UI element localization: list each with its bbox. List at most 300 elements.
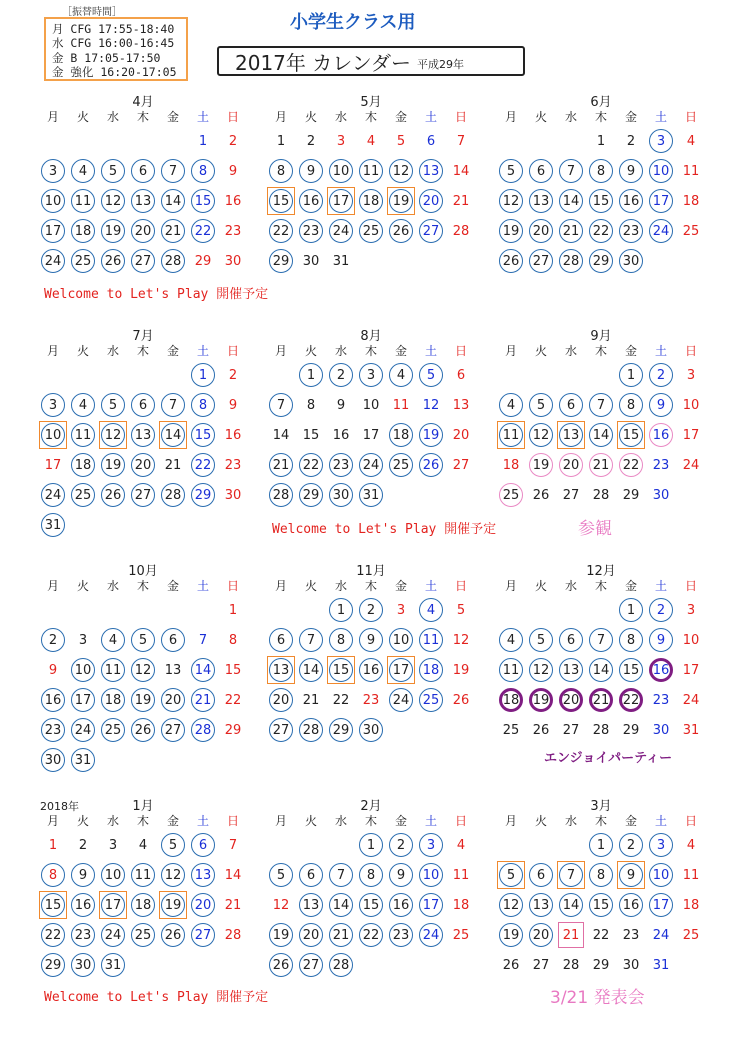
day-cell (296, 390, 326, 420)
day-cell (526, 920, 556, 950)
day-number: 1 (228, 602, 238, 618)
day-number: 4 (396, 367, 406, 383)
day-cell (586, 625, 616, 655)
day-number: 25 (104, 722, 122, 738)
day-cell (496, 920, 526, 950)
calendar-week (38, 480, 248, 510)
day-number: 10 (362, 397, 380, 413)
weekday-label: 水 (106, 110, 119, 124)
day-number: 12 (452, 632, 470, 648)
day-cell (676, 920, 706, 950)
day-number: 15 (302, 427, 320, 443)
day-cell (496, 186, 526, 216)
day-cell (496, 625, 526, 655)
day-number: 27 (532, 253, 550, 269)
day-cell (158, 390, 188, 420)
day-number: 10 (44, 427, 62, 443)
empty-day-cell (526, 360, 556, 390)
day-number: 5 (138, 632, 148, 648)
weekday-label: 土 (424, 110, 437, 124)
day-cell (556, 420, 586, 450)
weekday-label: 水 (564, 344, 577, 358)
day-cell (296, 420, 326, 450)
day-cell (526, 655, 556, 685)
day-cell (496, 890, 526, 920)
day-cell (218, 715, 248, 745)
month-block (38, 91, 248, 276)
day-cell (646, 480, 676, 510)
month-title: 1月 (132, 799, 154, 814)
year-label: 2018年 (40, 800, 79, 813)
day-number: 1 (48, 837, 58, 853)
day-number: 12 (104, 427, 122, 443)
day-number: 17 (682, 427, 700, 443)
day-number: 28 (592, 487, 610, 503)
day-number: 2 (228, 367, 238, 383)
day-cell (296, 655, 326, 685)
weekday-label: 木 (136, 814, 149, 828)
day-cell (416, 890, 446, 920)
day-number: 21 (272, 457, 290, 473)
day-number: 17 (104, 897, 122, 913)
day-cell (556, 860, 586, 890)
day-number: 22 (194, 223, 212, 239)
day-number: 6 (168, 632, 178, 648)
day-number: 15 (622, 427, 640, 443)
day-cell (188, 216, 218, 246)
day-number: 26 (502, 957, 520, 973)
day-cell (586, 715, 616, 745)
day-cell (188, 830, 218, 860)
day-cell (386, 126, 416, 156)
day-cell (586, 186, 616, 216)
day-cell (218, 860, 248, 890)
note-march: 3/21 発表会 (550, 988, 645, 1008)
day-number: 28 (562, 253, 580, 269)
day-number: 24 (682, 457, 700, 473)
day-number: 2 (336, 367, 346, 383)
day-cell (556, 950, 586, 980)
day-number: 15 (592, 193, 610, 209)
day-cell (128, 890, 158, 920)
weekday-label: 金 (166, 579, 179, 593)
calendar-title-box (217, 46, 525, 76)
day-cell (188, 246, 218, 276)
weekday-label: 木 (364, 110, 377, 124)
day-number: 26 (452, 692, 470, 708)
day-number: 30 (332, 487, 350, 503)
day-cell (446, 890, 476, 920)
day-cell (98, 480, 128, 510)
day-number: 12 (502, 193, 520, 209)
day-number: 13 (422, 163, 440, 179)
weekday-label: 木 (364, 814, 377, 828)
day-number: 18 (362, 193, 380, 209)
calendar-week (496, 920, 706, 950)
day-cell (296, 480, 326, 510)
weekday-label: 日 (454, 344, 467, 358)
weekday-header (38, 108, 248, 126)
day-cell (38, 420, 68, 450)
weekday-label: 金 (394, 579, 407, 593)
day-number: 17 (332, 193, 350, 209)
day-number: 25 (74, 487, 92, 503)
day-cell (38, 246, 68, 276)
note-april: Welcome to Let's Play 開催予定 (44, 287, 269, 302)
empty-day-cell (128, 360, 158, 390)
day-cell (266, 390, 296, 420)
day-number: 14 (452, 163, 470, 179)
day-number: 27 (562, 487, 580, 503)
weekday-label: 日 (684, 814, 697, 828)
calendar-week (38, 595, 248, 625)
empty-day-cell (526, 126, 556, 156)
day-number: 27 (134, 487, 152, 503)
calendar-week (266, 715, 476, 745)
calendar-week (496, 390, 706, 420)
weekday-header (38, 812, 248, 830)
day-cell (676, 186, 706, 216)
month-title: 11月 (356, 564, 386, 579)
day-cell (188, 860, 218, 890)
day-cell (646, 595, 676, 625)
day-cell (68, 216, 98, 246)
day-cell (386, 655, 416, 685)
day-cell (128, 246, 158, 276)
day-number: 28 (302, 722, 320, 738)
empty-day-cell (188, 595, 218, 625)
calendar-week (266, 360, 476, 390)
calendar-week (496, 156, 706, 186)
day-cell (266, 860, 296, 890)
day-number: 7 (276, 397, 286, 413)
day-cell (526, 156, 556, 186)
day-cell (98, 186, 128, 216)
day-number: 29 (622, 722, 640, 738)
calendar-week (38, 156, 248, 186)
weekday-label: 月 (46, 344, 59, 358)
weekday-label: 木 (594, 579, 607, 593)
day-number: 15 (194, 193, 212, 209)
day-number: 24 (104, 927, 122, 943)
calendar-week (266, 480, 476, 510)
day-number: 12 (392, 163, 410, 179)
calendar-week (496, 246, 706, 276)
empty-day-cell (496, 830, 526, 860)
day-number: 5 (536, 397, 546, 413)
day-cell (68, 390, 98, 420)
day-number: 13 (532, 897, 550, 913)
month-block (38, 795, 248, 980)
weekday-label: 日 (454, 579, 467, 593)
day-cell (386, 186, 416, 216)
day-cell (98, 950, 128, 980)
day-cell (356, 216, 386, 246)
day-number: 20 (562, 457, 580, 473)
day-cell (356, 625, 386, 655)
day-number: 28 (562, 957, 580, 973)
weekday-label: 火 (76, 110, 89, 124)
day-cell (556, 890, 586, 920)
day-number: 5 (108, 397, 118, 413)
day-cell (616, 480, 646, 510)
day-number: 29 (44, 957, 62, 973)
day-number: 4 (78, 163, 88, 179)
calendar-week (38, 625, 248, 655)
day-number: 17 (362, 427, 380, 443)
day-cell (128, 420, 158, 450)
day-number: 21 (302, 692, 320, 708)
day-cell (586, 450, 616, 480)
day-number: 27 (134, 253, 152, 269)
day-number: 7 (168, 163, 178, 179)
day-cell (188, 186, 218, 216)
day-number: 22 (332, 692, 350, 708)
weekday-label: 月 (504, 110, 517, 124)
day-number: 29 (224, 722, 242, 738)
day-number: 8 (198, 397, 208, 413)
day-cell (616, 186, 646, 216)
day-number: 4 (78, 397, 88, 413)
day-cell (266, 246, 296, 276)
weekday-label: 火 (304, 110, 317, 124)
calendar-week (496, 625, 706, 655)
day-number: 5 (276, 867, 286, 883)
day-number: 23 (44, 722, 62, 738)
day-number: 10 (44, 193, 62, 209)
day-number: 28 (164, 487, 182, 503)
month-title: 10月 (128, 564, 158, 579)
day-cell (38, 920, 68, 950)
day-number: 8 (596, 867, 606, 883)
empty-day-cell (98, 126, 128, 156)
weekday-header (496, 812, 706, 830)
weekday-header (266, 108, 476, 126)
day-cell (68, 745, 98, 775)
weekday-label: 水 (334, 814, 347, 828)
day-number: 18 (392, 427, 410, 443)
day-cell (526, 625, 556, 655)
calendar-week (38, 890, 248, 920)
day-number: 11 (74, 427, 92, 443)
day-cell (586, 830, 616, 860)
legend-title: ［振替時間］ (62, 7, 122, 18)
calendar-week (38, 450, 248, 480)
day-number: 19 (502, 223, 520, 239)
day-number: 1 (198, 367, 208, 383)
month-block (266, 795, 476, 980)
day-number: 2 (656, 602, 666, 618)
day-number: 20 (164, 692, 182, 708)
day-cell (416, 360, 446, 390)
day-cell (68, 890, 98, 920)
day-number: 16 (652, 662, 670, 678)
day-number: 29 (622, 487, 640, 503)
day-number: 21 (562, 223, 580, 239)
day-number: 2 (228, 133, 238, 149)
day-cell (616, 890, 646, 920)
empty-day-cell (556, 595, 586, 625)
day-cell (676, 715, 706, 745)
weekday-header (266, 812, 476, 830)
day-cell (586, 420, 616, 450)
month-title: 12月 (586, 564, 616, 579)
day-number: 25 (682, 223, 700, 239)
day-number: 23 (652, 457, 670, 473)
day-number: 5 (456, 602, 466, 618)
day-cell (68, 920, 98, 950)
day-number: 26 (532, 722, 550, 738)
day-cell (526, 186, 556, 216)
day-cell (646, 216, 676, 246)
day-number: 8 (626, 632, 636, 648)
day-cell (128, 480, 158, 510)
day-cell (68, 830, 98, 860)
day-cell (266, 685, 296, 715)
day-cell (326, 450, 356, 480)
day-number: 22 (622, 692, 640, 708)
weekday-label: 土 (424, 579, 437, 593)
day-cell (646, 186, 676, 216)
calendar-week (266, 685, 476, 715)
day-number: 9 (48, 662, 58, 678)
day-number: 14 (562, 193, 580, 209)
day-cell (416, 860, 446, 890)
day-cell (296, 920, 326, 950)
empty-day-cell (158, 595, 188, 625)
day-cell (98, 420, 128, 450)
day-number: 4 (506, 397, 516, 413)
weekday-label: 月 (274, 110, 287, 124)
day-cell (158, 186, 188, 216)
day-cell (646, 625, 676, 655)
day-number: 28 (164, 253, 182, 269)
day-number: 3 (48, 397, 58, 413)
day-number: 15 (272, 193, 290, 209)
day-cell (616, 126, 646, 156)
day-cell (446, 595, 476, 625)
weekday-label: 木 (594, 344, 607, 358)
calendar-week (38, 216, 248, 246)
day-cell (98, 156, 128, 186)
weekday-label: 日 (684, 579, 697, 593)
calendar-week (496, 655, 706, 685)
calendar-week (496, 420, 706, 450)
day-cell (218, 156, 248, 186)
day-cell (526, 685, 556, 715)
weekday-label: 土 (196, 344, 209, 358)
day-number: 22 (224, 692, 242, 708)
month-block (496, 560, 706, 745)
day-cell (496, 860, 526, 890)
empty-day-cell (496, 126, 526, 156)
day-number: 30 (44, 752, 62, 768)
day-number: 1 (276, 133, 286, 149)
day-number: 13 (562, 427, 580, 443)
day-cell (266, 216, 296, 246)
day-number: 18 (682, 193, 700, 209)
month-title: 4月 (132, 95, 154, 110)
day-cell (386, 860, 416, 890)
weekday-label: 日 (684, 110, 697, 124)
weekday-label: 金 (624, 814, 637, 828)
legend-row: 金 B 17:05-17:50 (52, 50, 161, 65)
day-cell (556, 715, 586, 745)
day-number: 14 (272, 427, 290, 443)
day-cell (586, 920, 616, 950)
day-number: 19 (272, 927, 290, 943)
day-number: 1 (366, 837, 376, 853)
day-cell (446, 830, 476, 860)
day-cell (326, 216, 356, 246)
day-cell (326, 950, 356, 980)
day-cell (616, 860, 646, 890)
month-block (496, 325, 706, 510)
day-number: 18 (74, 223, 92, 239)
day-cell (188, 156, 218, 186)
day-cell (98, 450, 128, 480)
day-cell (188, 126, 218, 156)
day-cell (526, 420, 556, 450)
day-number: 7 (228, 837, 238, 853)
day-cell (416, 126, 446, 156)
empty-day-cell (68, 595, 98, 625)
day-cell (38, 480, 68, 510)
day-number: 28 (272, 487, 290, 503)
empty-day-cell (266, 830, 296, 860)
day-cell (386, 595, 416, 625)
day-number: 13 (562, 662, 580, 678)
day-number: 10 (104, 867, 122, 883)
weekday-label: 木 (136, 110, 149, 124)
weekday-label: 土 (654, 814, 667, 828)
day-cell (218, 126, 248, 156)
weekday-header (266, 577, 476, 595)
weekday-label: 木 (136, 579, 149, 593)
day-cell (266, 655, 296, 685)
day-cell (446, 156, 476, 186)
day-number: 11 (422, 632, 440, 648)
day-number: 7 (168, 397, 178, 413)
day-cell (676, 685, 706, 715)
day-number: 22 (592, 223, 610, 239)
day-cell (416, 655, 446, 685)
empty-day-cell (496, 360, 526, 390)
empty-day-cell (98, 360, 128, 390)
day-number: 23 (652, 692, 670, 708)
day-number: 15 (224, 662, 242, 678)
day-number: 29 (302, 487, 320, 503)
day-cell (556, 450, 586, 480)
day-number: 26 (272, 957, 290, 973)
day-cell (356, 890, 386, 920)
day-cell (98, 830, 128, 860)
empty-day-cell (68, 360, 98, 390)
day-cell (158, 685, 188, 715)
day-number: 11 (104, 662, 122, 678)
day-cell (386, 685, 416, 715)
day-number: 21 (164, 457, 182, 473)
day-cell (496, 246, 526, 276)
day-number: 15 (332, 662, 350, 678)
weekday-label: 日 (226, 344, 239, 358)
weekday-label: 月 (504, 344, 517, 358)
day-cell (38, 186, 68, 216)
day-number: 8 (336, 632, 346, 648)
day-number: 25 (422, 692, 440, 708)
day-number: 27 (302, 957, 320, 973)
day-cell (676, 830, 706, 860)
